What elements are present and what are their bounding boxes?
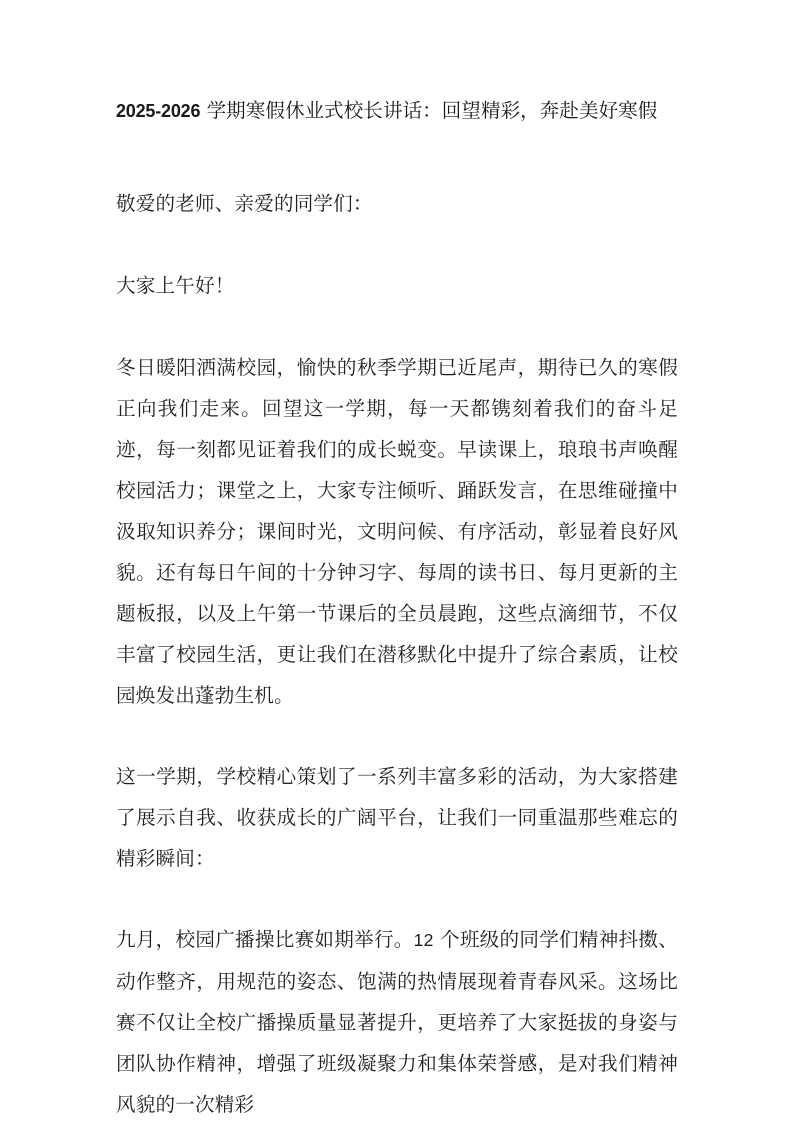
document-content [116,96,678,1125]
title-spacer [116,126,678,183]
september-text-tail: 个班级的同学们精神抖擞、动作整齐，用规范的姿态、饱满的热情展现着青春风采。这场比赛不仅让全校广播操质量显著提升，更培养了大家挺拔的身姿与团队协作精神，增强了班级凝聚力和集体荣誉感，是对我们精神风貌的一次精彩 [116,928,678,1116]
september-text-lead: 九月，校园广播操比赛如期举行。 [116,928,414,951]
paragraph-september-broadcast-exercise [116,919,678,1125]
spacer-after-greeting [116,306,678,347]
spacer-paragraph-2 [116,879,678,919]
salutation-line: 敬爱的老师、亲爱的同学们： [116,192,373,215]
document-title-year-range: 2025-2026 [116,101,201,121]
greeting-line: 大家上午好！ [116,274,235,297]
spacer-after-salutation [116,224,678,265]
september-class-count: 12 [413,930,434,950]
document-title-text: 学期寒假休业式校长讲话：回望精彩，奔赴美好寒假 [200,99,658,122]
paragraph-review-semester: 冬日暖阳洒满校园，愉快的秋季学期已近尾声，期待已久的寒假正向我们走来。回望这一学期，每一天都镌刻着我们的奋斗足迹，每一刻都见证着我们的成长蜕变。早读课上，琅琅书声唤醒校园活力；课堂之上，大家专注倾听、踊跃发言，在思维碰撞中汲取知识养分；课间时光，文明问候、有序活动，彰显着良好风貌。还有每日午间的十分钟习字、每周的读书日、每月更新的主题板报，以及上午第一节课后的全员晨跑，这些点滴细节，不仅丰富了校园生活，更让我们在潜移默化中提升了综合素质，让校园焕发出蓬勃生机。 [116,356,678,707]
document-title [116,96,678,126]
spacer-paragraph-1 [116,716,678,756]
paragraph-activities-intro: 这一学期，学校精心策划了一系列丰富多彩的活动，为大家搭建了展示自我、收获成长的广阔平台，让我们一同重温那些难忘的精彩瞬间： [116,765,678,870]
